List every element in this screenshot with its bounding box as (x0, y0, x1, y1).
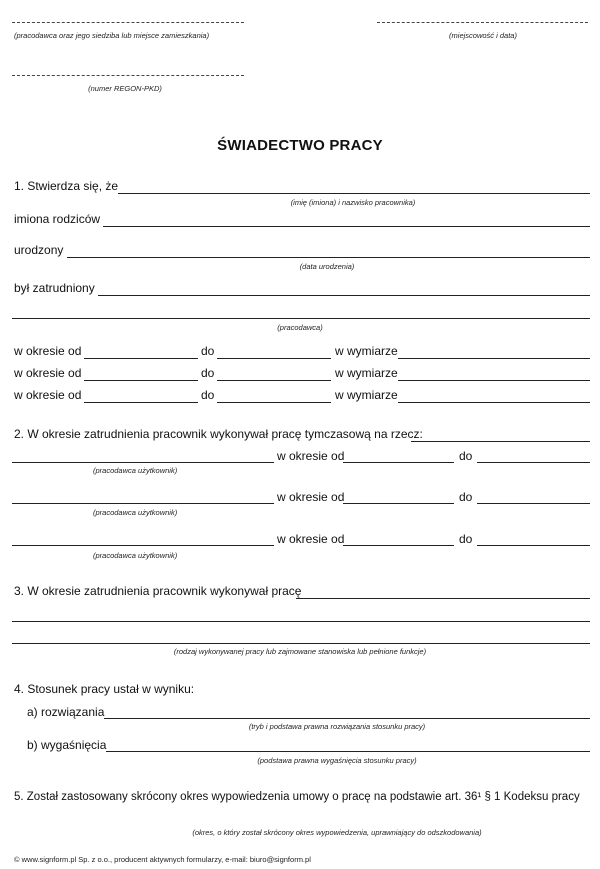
section2-from-field[interactable] (343, 503, 454, 504)
period-scope-label: w wymiarze (335, 366, 398, 380)
parents-field[interactable] (103, 226, 590, 227)
place-date-hint: (miejscowość i data) (449, 31, 517, 40)
period-to-label: do (201, 366, 215, 380)
section3-label: 3. W okresie zatrudnienia pracownik wykonywał pracę (14, 584, 302, 598)
user-employer-hint: (pracodawca użytkownik) (93, 508, 178, 517)
period-scope-field[interactable] (398, 380, 590, 381)
period-to-field[interactable] (217, 402, 331, 403)
work-type-field-3[interactable] (12, 643, 590, 644)
section2-from-label: w okresie od (277, 490, 345, 504)
work-type-hint: (rodzaj wykonywanej pracy lub zajmowane stanowiska lub pełnione funkcje) (173, 647, 427, 656)
section2-label: 2. W okresie zatrudnienia pracownik wykonywał pracę tymczasową na rzecz: (14, 427, 423, 441)
section2-to-label: do (459, 532, 473, 546)
expiration-label: b) wygaśnięcia (27, 738, 107, 752)
user-employer-field[interactable] (12, 503, 274, 504)
user-employer-field[interactable] (12, 545, 274, 546)
footer-copyright: © www.signform.pl Sp. z o.o., producent aktywnych formularzy, e-mail: biuro@signform.pl (14, 855, 311, 864)
section2-to-field[interactable] (477, 462, 590, 463)
section4-label: 4. Stosunek pracy ustał w wyniku: (14, 682, 195, 696)
period-to-field[interactable] (217, 380, 331, 381)
period-from-field[interactable] (84, 402, 198, 403)
section2-from-field[interactable] (343, 462, 454, 463)
section5-label: 5. Został zastosowany skrócony okres wypowiedzenia umowy o pracę na podstawie art. 36¹ § 1 Kodeksu pracy (14, 791, 580, 803)
born-label: urodzony (14, 243, 64, 257)
work-type-field-2[interactable] (12, 621, 590, 622)
period-from-field[interactable] (84, 358, 198, 359)
employer-field-1[interactable] (98, 295, 590, 296)
period-to-label: do (201, 388, 215, 402)
period-scope-label: w wymiarze (335, 388, 398, 402)
termination-field[interactable] (104, 718, 590, 719)
temp-work-field[interactable] (411, 441, 590, 442)
employer-field-2[interactable] (12, 318, 590, 319)
employer-field[interactable] (12, 22, 244, 23)
employer-hint-2: (pracodawca) (277, 323, 323, 332)
birth-date-hint: (data urodzenia) (299, 262, 355, 271)
user-employer-hint: (pracodawca użytkownik) (93, 551, 178, 560)
document-title: ŚWIADECTWO PRACY (217, 137, 383, 154)
employer-hint: (pracodawca oraz jego siedziba lub miejsce zamieszkania) (14, 31, 210, 40)
period-scope-label: w wymiarze (335, 344, 398, 358)
user-employer-hint: (pracodawca użytkownik) (93, 466, 178, 475)
period-scope-field[interactable] (398, 358, 590, 359)
employee-name-field[interactable] (118, 193, 590, 194)
termination-hint: (tryb i podstawa prawna rozwiązania stosunku pracy) (248, 722, 426, 731)
section5-hint: (okres, o który został skrócony okres wypowiedzenia, uprawniający do odszkodowania) (192, 828, 482, 837)
employed-label: był zatrudniony (14, 281, 95, 295)
section2-to-field[interactable] (477, 503, 590, 504)
period-from-label: w okresie od (14, 344, 82, 358)
period-to-field[interactable] (217, 358, 331, 359)
section2-to-field[interactable] (477, 545, 590, 546)
place-date-field[interactable] (377, 22, 588, 23)
period-to-label: do (201, 344, 215, 358)
birth-date-field[interactable] (67, 257, 590, 258)
section1-label: 1. Stwierdza się, że (14, 179, 119, 193)
user-employer-field[interactable] (12, 462, 274, 463)
period-scope-field[interactable] (398, 402, 590, 403)
parents-label: imiona rodziców (14, 212, 101, 226)
regon-hint: (numer REGON-PKD) (88, 84, 162, 93)
regon-field[interactable] (12, 75, 244, 76)
section2-from-label: w okresie od (277, 449, 345, 463)
section2-to-label: do (459, 490, 473, 504)
expiration-hint: (podstawa prawna wygaśnięcia stosunku pracy) (257, 756, 417, 765)
employee-name-hint: (imię (imiona) i nazwisko pracownika) (290, 198, 416, 207)
expiration-field[interactable] (106, 751, 590, 752)
section2-from-field[interactable] (343, 545, 454, 546)
period-from-label: w okresie od (14, 366, 82, 380)
period-from-field[interactable] (84, 380, 198, 381)
period-from-label: w okresie od (14, 388, 82, 402)
section2-to-label: do (459, 449, 473, 463)
work-type-field-1[interactable] (296, 598, 590, 599)
termination-label: a) rozwiązania (27, 705, 105, 719)
section2-from-label: w okresie od (277, 532, 345, 546)
